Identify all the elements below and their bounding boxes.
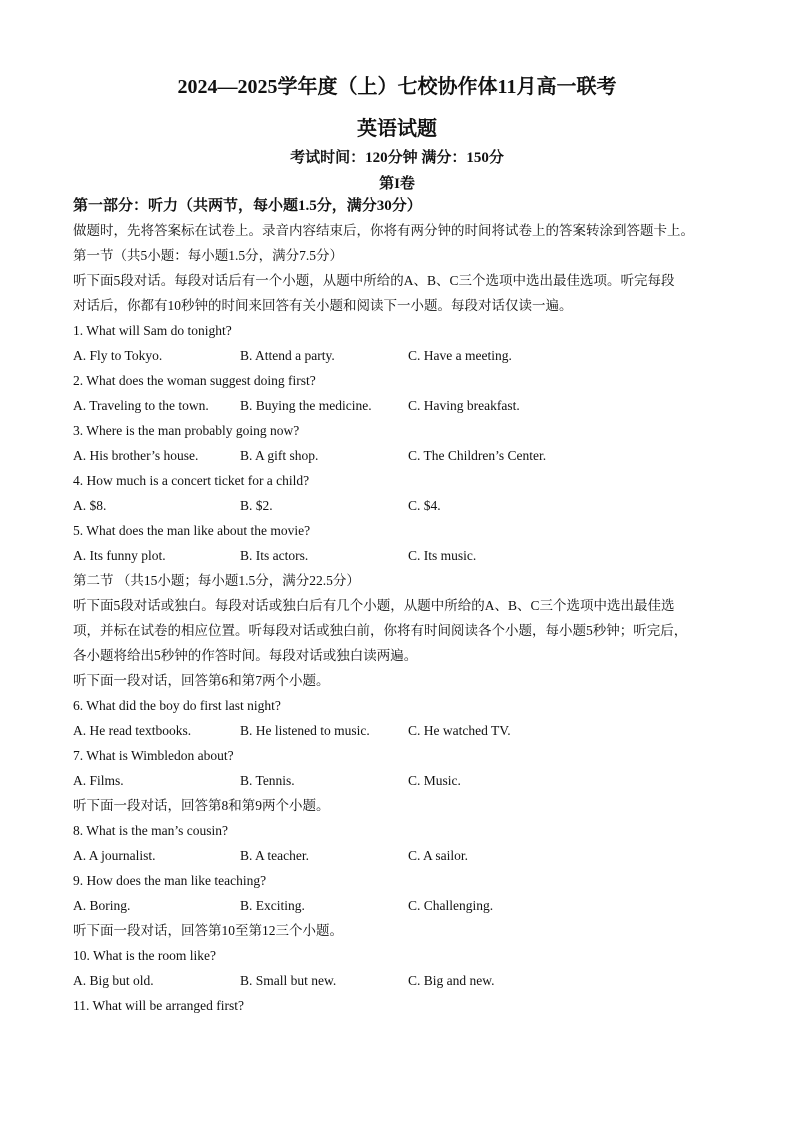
option-c: C. $4.: [408, 498, 441, 513]
section1-instruction: 听下面5段对话。每段对话后有一个小题，从题中所给的A、B、C三个选项中选出最佳选项。听完每段: [73, 273, 675, 288]
option-b: B. Exciting.: [240, 898, 305, 913]
option-b: B. Its actors.: [240, 548, 309, 563]
section1-heading: 第一节（共5小题：每小题1.5分，满分7.5分）: [73, 248, 343, 263]
option-c: C. He watched TV.: [408, 723, 511, 738]
question-text: 11. What will be arranged first?: [73, 998, 244, 1013]
section2-instruction: 各小题将给出5秒钟的作答时间。每段对话或独白读两遍。: [73, 648, 418, 663]
question-text: 4. How much is a concert ticket for a child?: [73, 473, 310, 488]
option-b: B. A teacher.: [240, 848, 309, 863]
option-a: A. Boring.: [73, 898, 131, 913]
option-a: A. Traveling to the town.: [73, 398, 209, 413]
option-a: A. Big but old.: [73, 973, 154, 988]
question-text: 6. What did the boy do first last night?: [73, 698, 281, 713]
question-text: 3. Where is the man probably going now?: [73, 423, 300, 438]
subject-title: 英语试题: [357, 118, 437, 140]
option-a: A. He read textbooks.: [73, 723, 192, 738]
option-b: B. He listened to music.: [240, 723, 370, 738]
question-text: 9. How does the man like teaching?: [73, 873, 267, 888]
dialogue-note: 听下面一段对话，回答第6和第7两个小题。: [73, 673, 330, 688]
option-c: C. A sailor.: [408, 848, 469, 863]
volume-label: 第I卷: [379, 176, 415, 192]
option-a: A. $8.: [73, 498, 107, 513]
exam-title: 2024—2025学年度（上）七校协作体11月高一联考: [177, 76, 617, 98]
question-text: 2. What does the woman suggest doing first?: [73, 373, 316, 388]
option-c: C. The Children’s Center.: [408, 448, 547, 463]
dialogue-note: 听下面一段对话，回答第8和第9两个小题。: [73, 798, 330, 813]
option-c: C. Big and new.: [408, 973, 495, 988]
option-c: C. Have a meeting.: [408, 348, 512, 363]
option-b: B. Tennis.: [240, 773, 295, 788]
section2-heading: 第二节 （共15小题；每小题1.5分，满分22.5分）: [73, 573, 360, 588]
question-text: 5. What does the man like about the movie?: [73, 523, 311, 538]
option-a: A. Fly to Tokyo.: [73, 348, 163, 363]
option-a: A. His brother’s house.: [73, 448, 199, 463]
option-b: B. $2.: [240, 498, 273, 513]
dialogue-note: 听下面一段对话，回答第10至第12三个小题。: [73, 923, 343, 938]
question-text: 8. What is the man’s cousin?: [73, 823, 228, 838]
option-b: B. Small but new.: [240, 973, 337, 988]
option-b: B. Buying the medicine.: [240, 398, 372, 413]
option-a: A. Its funny plot.: [73, 548, 166, 563]
question-text: 1. What will Sam do tonight?: [73, 323, 232, 338]
part1-intro: 做题时，先将答案标在试卷上。录音内容结束后，你将有两分钟的时间将试卷上的答案转涂到答题卡上。: [73, 223, 694, 238]
option-c: C. Music.: [408, 773, 461, 788]
option-c: C. Its music.: [408, 548, 477, 563]
option-b: B. A gift shop.: [240, 448, 319, 463]
option-a: A. A journalist.: [73, 848, 156, 863]
option-b: B. Attend a party.: [240, 348, 335, 363]
option-c: C. Challenging.: [408, 898, 494, 913]
time-score-line: 考试时间：120分钟 满分：150分: [290, 150, 504, 166]
section2-instruction: 项，并标在试卷的相应位置。听每段对话或独白前，你将有时间阅读各个小题，每小题5秒钟；听完后，: [73, 623, 688, 638]
section1-instruction: 对话后，你都有10秒钟的时间来回答有关小题和阅读下一小题。每段对话仅读一遍。: [73, 298, 573, 313]
option-a: A. Films.: [73, 773, 124, 788]
option-c: C. Having breakfast.: [408, 398, 520, 413]
part1-heading: 第一部分：听力（共两节，每小题1.5分，满分30分）: [73, 198, 422, 214]
question-text: 7. What is Wimbledon about?: [73, 748, 234, 763]
section2-instruction: 听下面5段对话或独白。每段对话或独白后有几个小题，从题中所给的A、B、C三个选项中选出最佳选: [73, 598, 675, 613]
question-text: 10. What is the room like?: [73, 948, 216, 963]
